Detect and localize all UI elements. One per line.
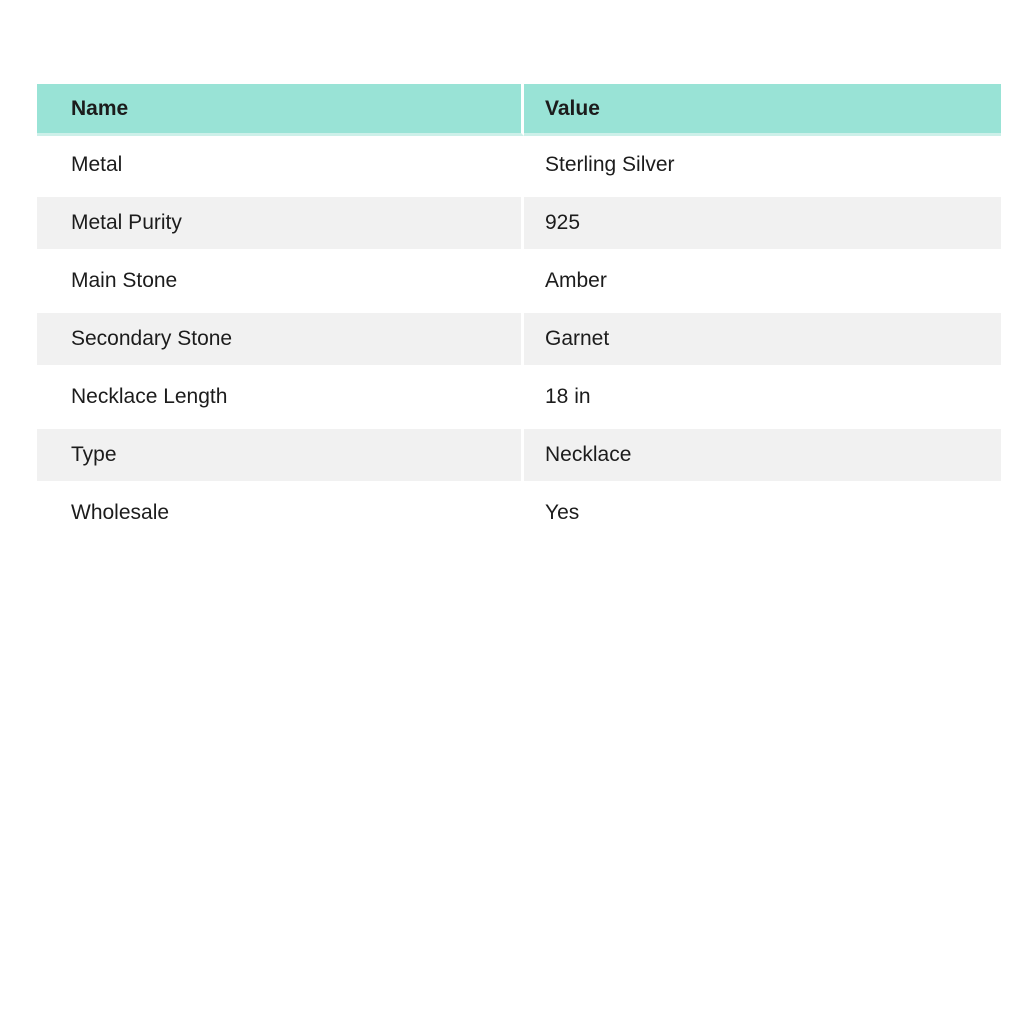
spec-value: 925	[524, 194, 1001, 252]
table-row-secondary-stone	[37, 310, 1001, 368]
table-row-type	[37, 426, 1001, 484]
spec-value: Garnet	[524, 310, 1001, 368]
table-row-metal	[37, 136, 1001, 194]
spec-name: Main Stone	[37, 252, 524, 310]
spec-name: Metal Purity	[37, 194, 524, 252]
column-header-name: Name	[37, 84, 524, 136]
table-row-main-stone	[37, 252, 1001, 310]
spec-value: Necklace	[524, 426, 1001, 484]
spec-name: Type	[37, 426, 524, 484]
column-header-value: Value	[524, 84, 1001, 136]
spec-name: Metal	[37, 136, 524, 194]
table-header-row	[37, 84, 1001, 136]
table-row-metal-purity	[37, 194, 1001, 252]
spec-value: Amber	[545, 269, 607, 292]
spec-value: Sterling Silver	[545, 153, 675, 176]
spec-name: Secondary Stone	[37, 310, 524, 368]
spec-value: Yes	[545, 501, 580, 524]
product-specs-table	[37, 84, 1001, 542]
spec-name: Wholesale	[37, 484, 524, 542]
table-row-necklace-length	[37, 368, 1001, 426]
spec-name: Necklace Length	[37, 368, 524, 426]
spec-value: 18 in	[545, 385, 591, 408]
table-row-wholesale	[37, 484, 1001, 542]
